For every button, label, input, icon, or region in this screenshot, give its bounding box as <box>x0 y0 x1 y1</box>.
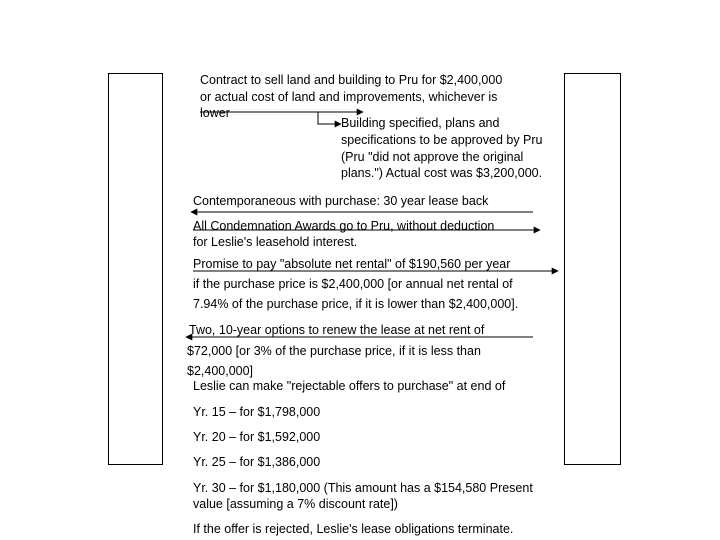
contract-line-3: lower <box>200 106 230 120</box>
rental-line-2: if the purchase price is $2,400,000 [or annual net rental of <box>193 277 513 291</box>
condemnation-line-1: All Condemnation Awards go to Pru, without deduction <box>193 219 495 233</box>
building-arrow <box>318 112 341 124</box>
options-line-2: $72,000 [or 3% of the purchase price, if it is less than <box>187 344 481 358</box>
offer-item: Yr. 25 – for $1,386,000 <box>193 455 321 469</box>
leaseback-text: Contemporaneous with purchase: 30 year lease back <box>193 194 489 208</box>
contract-line-1: Contract to sell land and building to Pru for $2,400,000 <box>200 73 503 87</box>
building-line-2: specifications to be approved by Pru <box>341 133 543 147</box>
condemnation-line-2: for Leslie's leasehold interest. <box>193 235 358 249</box>
options-line-1: Two, 10-year options to renew the lease at net rent of <box>189 323 485 337</box>
building-line-3: (Pru "did not approve the original <box>341 150 524 164</box>
options-line-3: $2,400,000] <box>187 364 254 378</box>
rental-line-3: 7.94% of the purchase price, if it is lower than $2,400,000]. <box>193 297 519 311</box>
offer-item: Yr. 15 – for $1,798,000 <box>193 405 321 419</box>
rental-line-1: Promise to pay "absolute net rental" of $190,560 per year <box>193 257 511 271</box>
building-line-4: plans.") Actual cost was $3,200,000. <box>341 166 543 180</box>
offers-intro: Leslie can make "rejectable offers to purchase" at end of <box>193 379 506 393</box>
offer-item: Yr. 20 – for $1,592,000 <box>193 430 321 444</box>
offer-item: Yr. 30 – for $1,180,000 (This amount has a $154,580 Present <box>193 481 533 495</box>
offers-footer: If the offer is rejected, Leslie's lease obligations terminate. <box>193 522 514 536</box>
offer-item: value [assuming a 7% discount rate]) <box>193 497 398 511</box>
building-line-1: Building specified, plans and <box>341 116 500 130</box>
contract-line-2: or actual cost of land and improvements, whichever is <box>200 90 498 104</box>
